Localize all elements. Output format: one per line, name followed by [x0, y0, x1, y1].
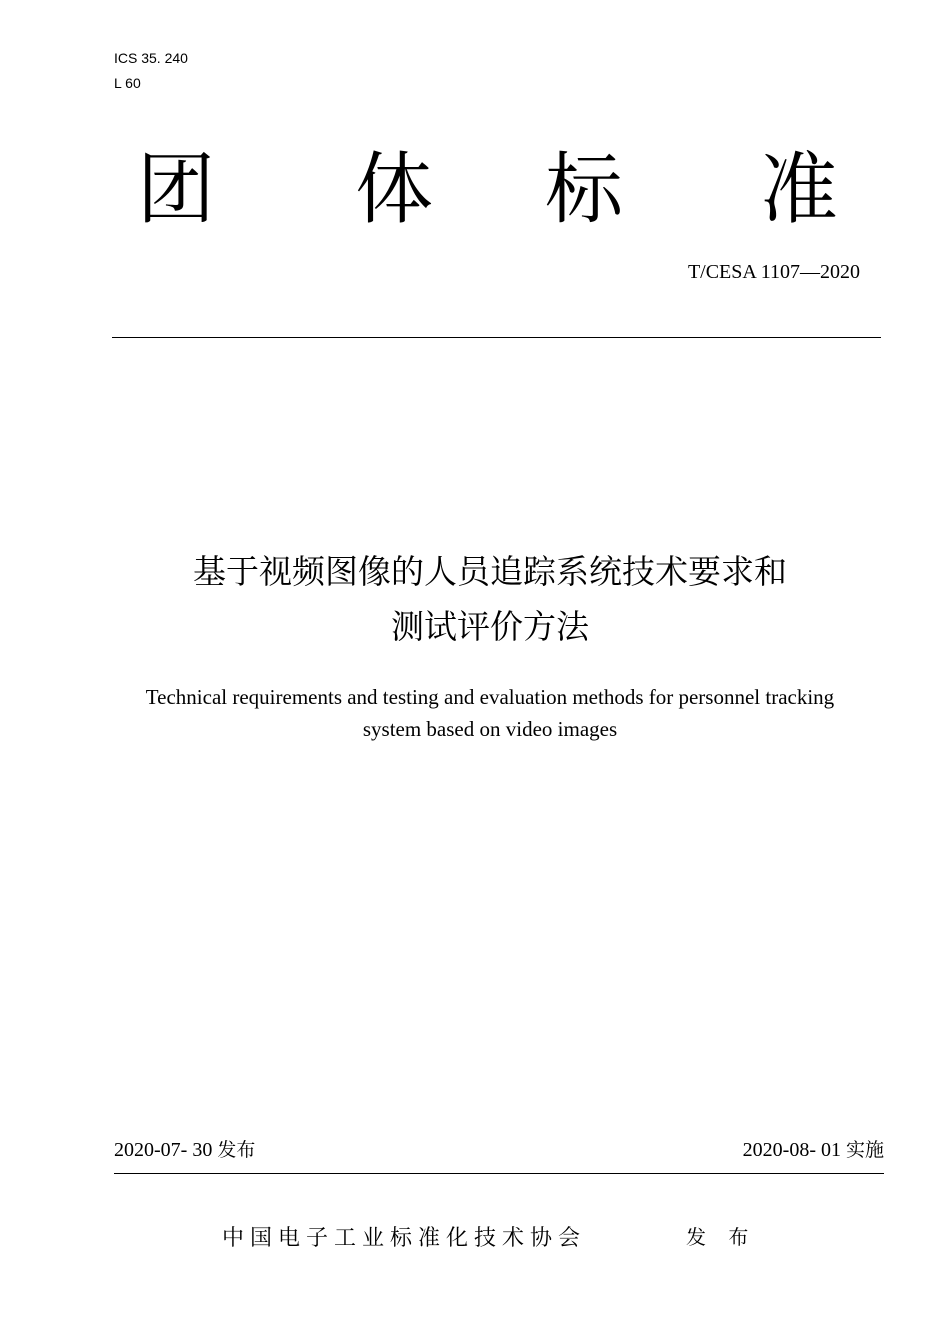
- standard-type-char-3: 标: [545, 145, 624, 235]
- bottom-divider: [114, 1173, 884, 1174]
- classification-code: L 60: [114, 75, 141, 91]
- publish-date-value: 2020-07- 30: [114, 1139, 213, 1161]
- effective-label: 实施: [845, 1139, 884, 1161]
- ics-code: ICS 35. 240: [114, 50, 188, 66]
- publish-date: [114, 1138, 255, 1162]
- effective-date: [743, 1138, 884, 1162]
- publish-label: 发布: [217, 1139, 256, 1161]
- standard-number: T/CESA 1107—2020: [687, 261, 860, 283]
- top-divider: [112, 337, 881, 338]
- chinese-title-line-1: 基于视频图像的人员追踪系统技术要求和: [193, 552, 787, 591]
- standard-type-char-4: 准: [760, 145, 839, 235]
- standard-type-char-2: 体: [355, 145, 434, 235]
- english-title-line-1: Technical requirements and testing and evaluation methods for personnel tracking: [145, 685, 835, 709]
- issue-label: 发 布: [686, 1225, 757, 1249]
- issuing-organization: 中国电子工业标准化技术协会: [222, 1226, 587, 1251]
- english-title-line-2: system based on video images: [362, 717, 618, 741]
- standard-type-char-1: 团: [137, 145, 216, 235]
- chinese-title-line-2: 测试评价方法: [391, 607, 589, 646]
- effective-date-value: 2020-08- 01: [742, 1139, 841, 1161]
